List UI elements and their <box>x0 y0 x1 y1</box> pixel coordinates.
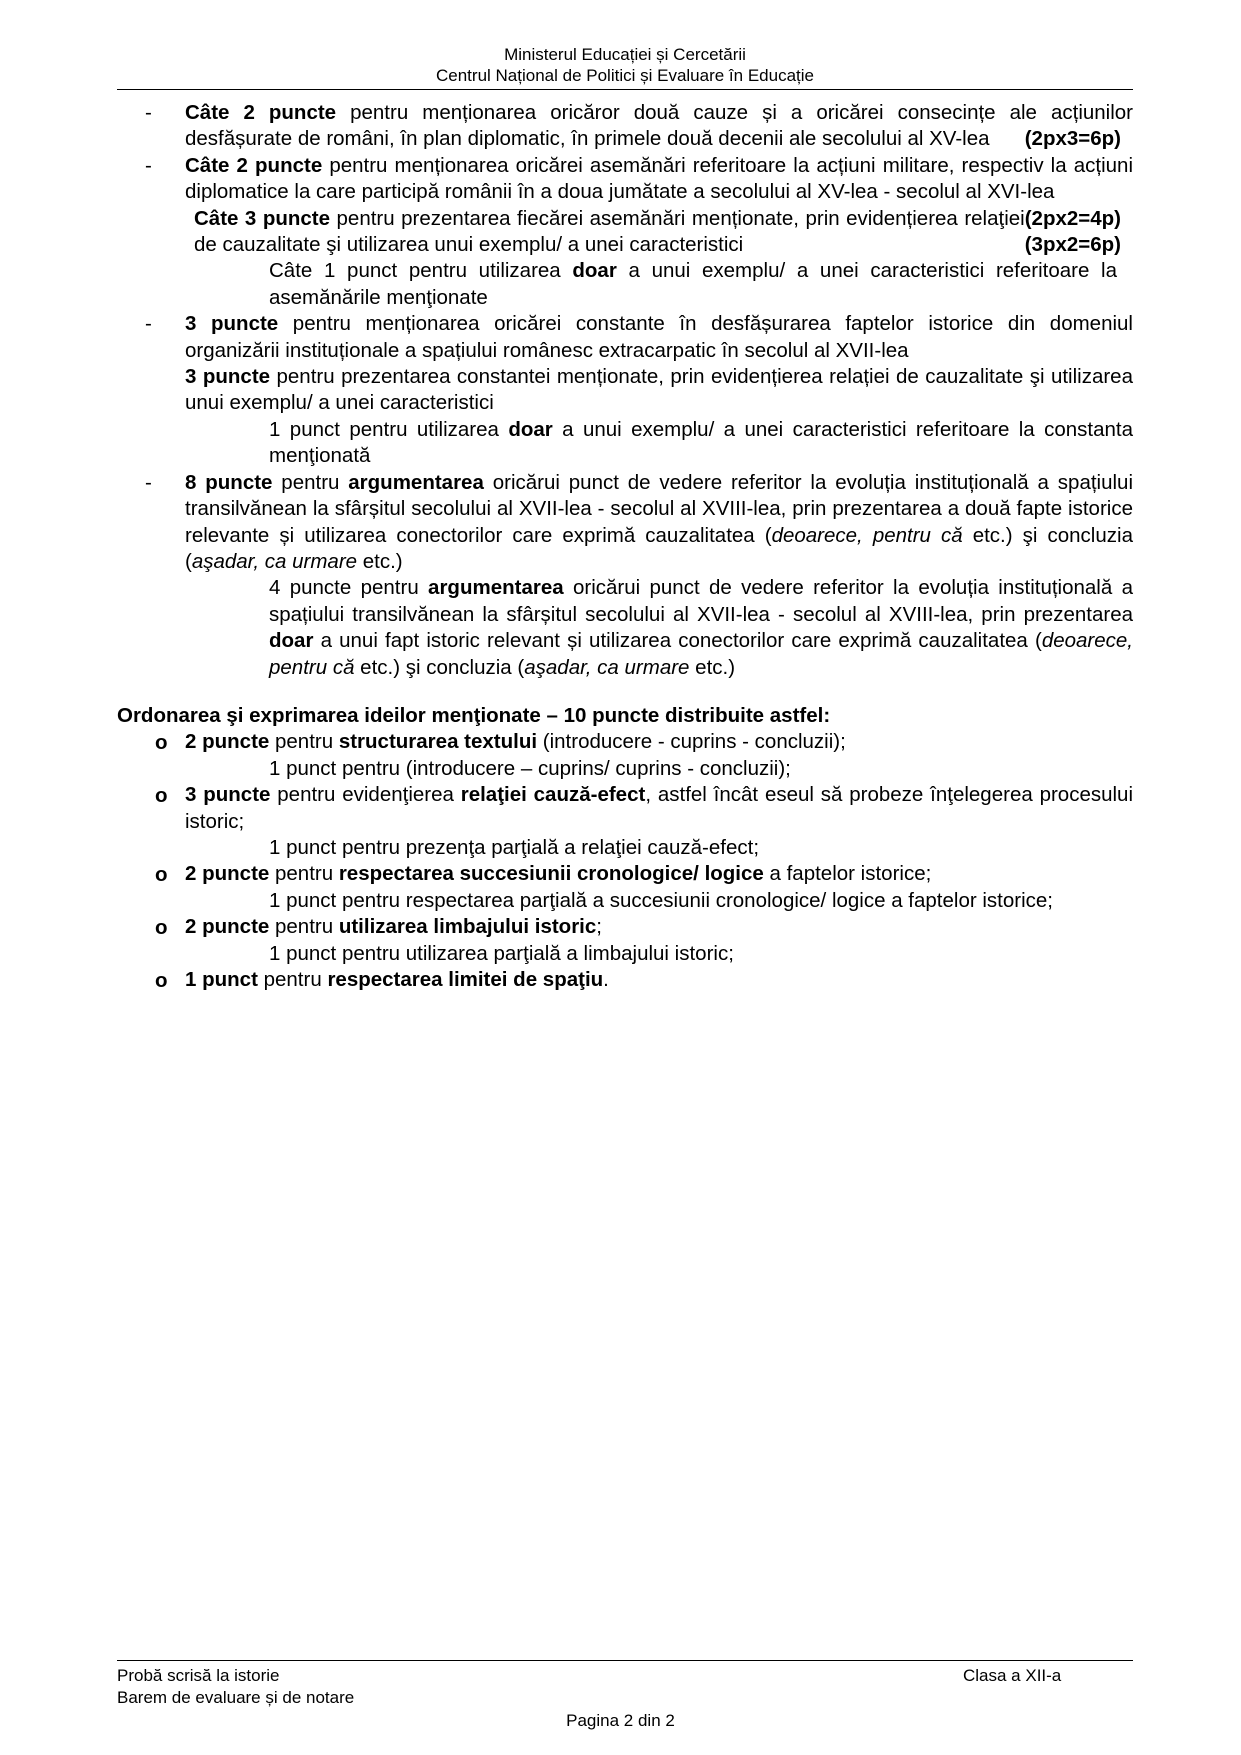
footer-left <box>117 1665 354 1709</box>
criterion-points-bold: Câte 3 puncte <box>194 206 331 230</box>
page-header <box>117 44 1133 86</box>
rubric-partial: 1 punct pentru utilizarea parţială a limbajului istoric; <box>269 941 734 965</box>
rubric-partial: 1 punct pentru prezenţa parţială a relaţiei cauză-efect; <box>269 835 760 859</box>
criterion-text: pentru menționarea oricărei asemănări referitoare la acțiuni militare, respectiv la acțiuni diplomatice la care participă românii în a doua jumătate a secolului al XV-lea - secolul al XVI-lea <box>185 153 1133 204</box>
criterion-points-bold: Câte 2 puncte <box>185 153 323 177</box>
rubric-item: o 2 puncte pentru respectarea succesiunii cronologice/ logice a faptelor istorice; <box>117 861 1133 887</box>
criterion-points-bold: 3 puncte <box>185 365 271 389</box>
criterion-text: pentru prezentarea fiecărei asemănări menționate, prin evidențierea relaţiei de cauzalitate şi utilizarea unui exemplu/ a unei caracteristici <box>194 206 1025 257</box>
criterion-score: (2px2=4p) <box>1024 206 1121 230</box>
list-dash: - <box>145 470 152 494</box>
rubric-item: o 2 puncte pentru utilizarea limbajului istoric; <box>117 914 1133 940</box>
criterion-text: pentru menționarea oricăror două cauze și a oricărei consecințe ale acțiunilor desfășurate de români, în plan diplomatic, în primele două decenii ale secolului al XV-lea <box>185 101 1134 151</box>
criterion-subitem <box>117 364 1133 417</box>
rubric-item: o 1 punct pentru respectarea limitei de spaţiu. <box>117 967 1133 993</box>
criterion-text: pentru prezentarea constantei menționate, prin evidențierea relației de cauzalitate şi utilizarea unui exemplu/ a unei caracteristici <box>185 365 1133 415</box>
grading-content <box>117 100 1133 993</box>
bullet-o: o <box>155 784 168 808</box>
criterion-text: pentru menționarea oricărei constante în desfășurarea faptelor istorice din domeniul organizării instituționale a spațiului românesc extracarpatic în secolul al XVII-lea <box>185 312 1133 362</box>
bullet-o: o <box>155 969 168 992</box>
page-number: Pagina 2 din 2 <box>566 1711 675 1730</box>
rubric-item: o 3 puncte pentru evidenţierea relaţiei cauză-efect, astfel încât eseul să probeze înţelegerea procesului istoric; <box>155 783 1134 833</box>
header-center: Centrul Național de Politici și Evaluare în Educație <box>436 66 814 85</box>
bullet-o: o <box>155 916 168 940</box>
list-dash: - <box>145 101 152 124</box>
criterion-partial: 1 punct pentru utilizarea doar a unui exemplu/ a unei caracteristici referitoare la constanta menţionată <box>269 417 1133 468</box>
criterion-item <box>117 311 1133 364</box>
header-rule <box>117 89 1133 90</box>
criterion-points-bold: Câte 2 puncte <box>185 101 337 124</box>
section-heading: Ordonarea şi exprimarea ideilor menţionate – 10 puncte distribuite astfel: <box>117 703 831 727</box>
header-ministry: Ministerul Educației și Cercetării <box>504 45 746 64</box>
bullet-o: o <box>155 731 168 755</box>
bullet-o: o <box>155 863 168 887</box>
footer-doc-type: Barem de evaluare și de notare <box>117 1688 355 1707</box>
footer-exam-name: Probă scrisă la istorie <box>117 1666 280 1685</box>
criterion-item: - 8 puncte pentru argumentarea oricărui punct de vedere referitor la evoluția instituțională a spațiului transilvănean la sfârșitul secolului al XVII-lea - secolul al XVIII-lea, prin prezentarea a două fapte istorice relevante și utilizarea conectorilor care exprimă cauzalitatea (deoarece, pentru că etc.) şi concluzia (aşadar, ca urmare etc.) <box>145 470 1133 573</box>
footer-class: Clasa a XII-a <box>963 1666 1062 1685</box>
list-dash: - <box>145 153 152 177</box>
rubric-partial: 1 punct pentru respectarea parţială a succesiunii cronologice/ logice a faptelor istorice; <box>269 888 1053 912</box>
criterion-partial: Câte 1 punct pentru utilizarea doar a unui exemplu/ a unei caracteristici referitoare la asemănările menţionate <box>269 259 1117 309</box>
list-dash: - <box>145 312 152 336</box>
criterion-partial: 4 puncte pentru argumentarea oricărui punct de vedere referitor la evoluția instituțională a spațiului transilvănean la sfârșitul secolului al XVII-lea - secolul al XVIII-lea, prin prezentarea doar a unui fapt istoric relevant și utilizarea conectorilor care exprimă cauzalitatea (deoarece, pentru că etc.) şi concluzia (aşadar, ca urmare etc.) <box>269 576 1133 679</box>
criterion-score: (2px3=6p) <box>1024 127 1121 151</box>
criterion-points-bold: 3 puncte <box>185 312 279 336</box>
rubric-partial: 1 punct pentru (introducere – cuprins/ cuprins - concluzii); <box>269 756 791 780</box>
footer-rule <box>117 1660 1133 1661</box>
criterion-score: (3px2=6p) <box>1024 233 1121 257</box>
criterion-subitem <box>117 206 1133 259</box>
criterion-item <box>117 100 1133 153</box>
rubric-item: o 2 puncte pentru structurarea textului (introducere - cuprins - concluzii); <box>117 729 1133 755</box>
